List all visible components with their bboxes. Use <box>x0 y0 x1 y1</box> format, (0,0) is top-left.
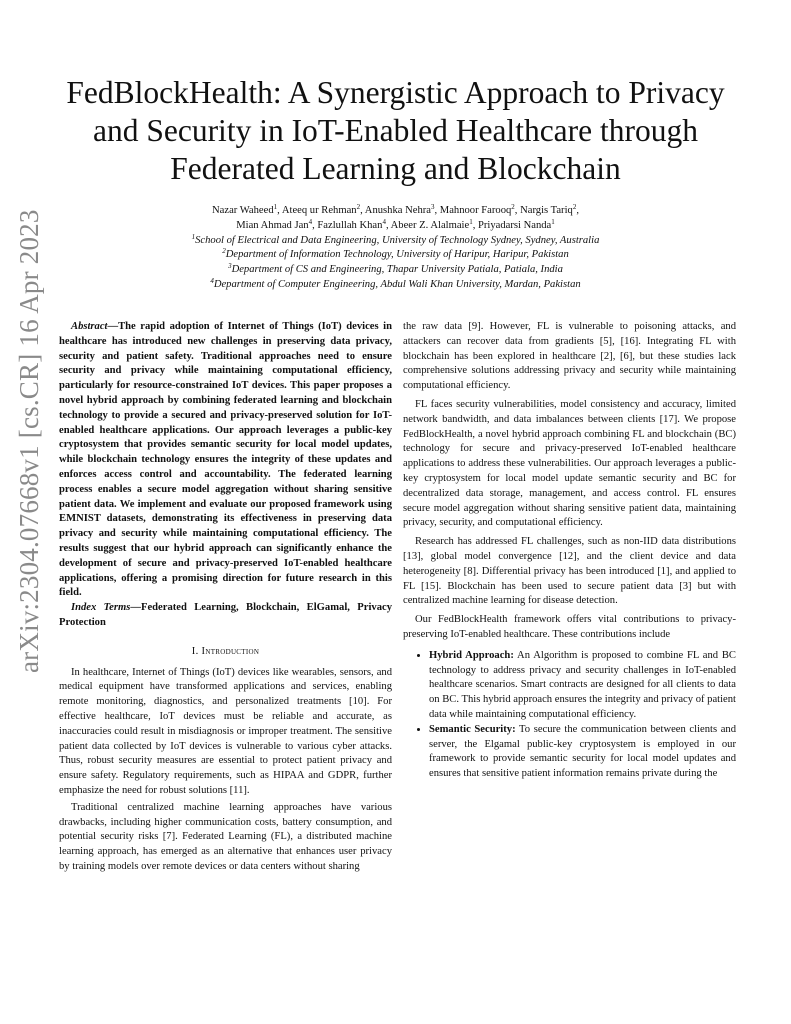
author: Anushka Nehra$^3$, <box>364 203 440 216</box>
paragraph-continuation: the raw data [9]. However, FL is vulnerable to poisoning attacks, and attackers can recover data from gradients [5], [16]. Integrating FL with blockchain has been explored in healthcare [2], [6], but these studies lack comprehensive solutions addressing privacy and security while maintaining computational efficiency. <box>403 321 736 392</box>
author-list <box>100 204 691 234</box>
arxiv-watermark: arXiv:2304.07668v1 [cs.CR] 16 Apr 2023 <box>14 209 44 673</box>
author: Mian Ahmad Jan$^4$, <box>236 217 318 231</box>
left-column <box>59 320 392 875</box>
contribution-item: • Hybrid Approach: An Algorithm is proposed to combine FL and BC technology to address privacy and security challenges in IoT-enabled healthcare scenarios. Smart contracts are designed for all clients to data on BC. This hybrid approach ensures the integrity and privacy of patient data while maintaining computational efficiency. <box>429 649 736 723</box>
paragraph: Our FedBlockHealth framework offers vital contributions to privacy-preserving IoT-enabled healthcare. These contributions include <box>403 614 736 640</box>
author: Ateeq ur Rehman$^2$, <box>281 203 365 216</box>
affiliation: $^2$Department of Information Technology, University of Haripur, Haripur, Pakistan <box>222 247 569 261</box>
author: Nargis Tariq$^2$, <box>520 203 579 216</box>
author: Abeer Z. Alalmaie$^1$, <box>390 217 478 231</box>
author: Fazlullah Khan$^4$, <box>317 217 391 231</box>
author: Priyadarsi Nanda$^1$ <box>478 217 555 231</box>
author-block <box>100 204 691 293</box>
affiliation: $^1$School of Electrical and Data Engineering, University of Technology Sydney, Sydney, Australia <box>191 232 600 246</box>
paragraph: In healthcare, Internet of Things (IoT) devices like wearables, sensors, and medical equipment have transformed applications and services, enabling remote monitoring, diagnostics, and personalized treatments [10]. For effective healthcare, IoT devices must be reliable and accurate, as inaccuracies could result in misdiagnosis or improper treatment. The sensitive patient data collected by IoT devices is vulnerable to various cyber attacks. Thus, robust security measures are essential to protect patient privacy and ensure safety. Regulatory requirements, such as HIPAA and GDPR, further emphasize the need for robust solutions [11]. <box>59 666 392 796</box>
abstract: Abstract—The rapid adoption of Internet of Things (IoT) devices in healthcare has introduced new challenges in preserving data privacy, security and patient safety. Traditional approaches need to ensure security and privacy while maintaining computational efficiency, particularly for resource-constrained IoT devices. This paper proposes a novel hybrid approach by combining federated learning and blockchain technology to provide a secured and privacy-preserved solution for IoT-enabled healthcare applications. Our approach leverages a public-key cryptosystem that provides semantic security for local model updates, while blockchain technology ensures the integrity of these updates and enforces access control and accountability. The federated learning process enables a secure model aggregation without sharing sensitive patient data. We implement and evaluate our proposed framework using EMNIST datasets, demonstrating its effectiveness in preserving data privacy and security while maintaining computational efficiency. The results suggest that our hybrid approach can significantly enhance the development of secure and privacy-preserved IoT-enabled healthcare applications, offering a promising direction for future research in this field. <box>59 321 392 599</box>
affiliation: $^3$Department of CS and Engineering, Thapar University Patiala, Patiala, India <box>228 262 563 276</box>
paper-title: FedBlockHealth: A Synergistic Approach to Privacy and Security in IoT-Enabled Healthcare through Federated Learning and Blockchain <box>66 75 725 186</box>
author: Nazar Waheed$^1$, <box>212 203 282 216</box>
paragraph: FL faces security vulnerabilities, model consistency and accuracy, limited network bandwidth, and data imbalances between clients [17]. We propose FedBlockHealth, a novel hybrid approach combining FL and blockchain (BC) technology for secure and privacy-preserved IoT-enabled healthcare applications to address these vulnerabilities. Our approach leverages a public-key cryptosystem for local model update semantic security and BC for decentralized data storage, management, and access control. FL ensures secure model aggregation without sharing sensitive patient data, maintaining privacy, security, and computational efficiency. <box>403 398 736 529</box>
contribution-item: • Semantic Security: To secure the communication between clients and server, the Elgamal public-key cryptosystem is employed in our framework to provide semantic security for local model updates and ensures that sensitive patient information remains private during the <box>429 723 736 782</box>
paragraph: Traditional centralized machine learning approaches have various drawbacks, including higher communication costs, battery consumption, and potential security risks [7]. Federated Learning (FL), a distributed machine learning approach, has emerged as an alternative that enhances user privacy by training models over remote devices or data centers without sharing <box>59 801 392 872</box>
section-heading-introduction: I. Introduction <box>191 645 260 657</box>
index-terms: Index Terms—Federated Learning, Blockchain, ElGamal, Privacy Protection <box>59 602 392 628</box>
author: Mahnoor Farooq$^2$, <box>439 203 521 216</box>
right-column <box>403 320 736 782</box>
contributions-list <box>403 649 736 782</box>
paragraph: Research has addressed FL challenges, such as non-IID data distributions [13], global model convergence [12], and the client device and data heterogeneity [8]. Differential privacy has been introduced [1], and applied to FL [15]. Blockchain has been used to secure patient data [3] but with centralized machine learning for disease detection. <box>403 536 736 607</box>
affiliation: $^4$Department of Computer Engineering, Abdul Wali Khan University, Mardan, Pakistan <box>210 276 581 290</box>
